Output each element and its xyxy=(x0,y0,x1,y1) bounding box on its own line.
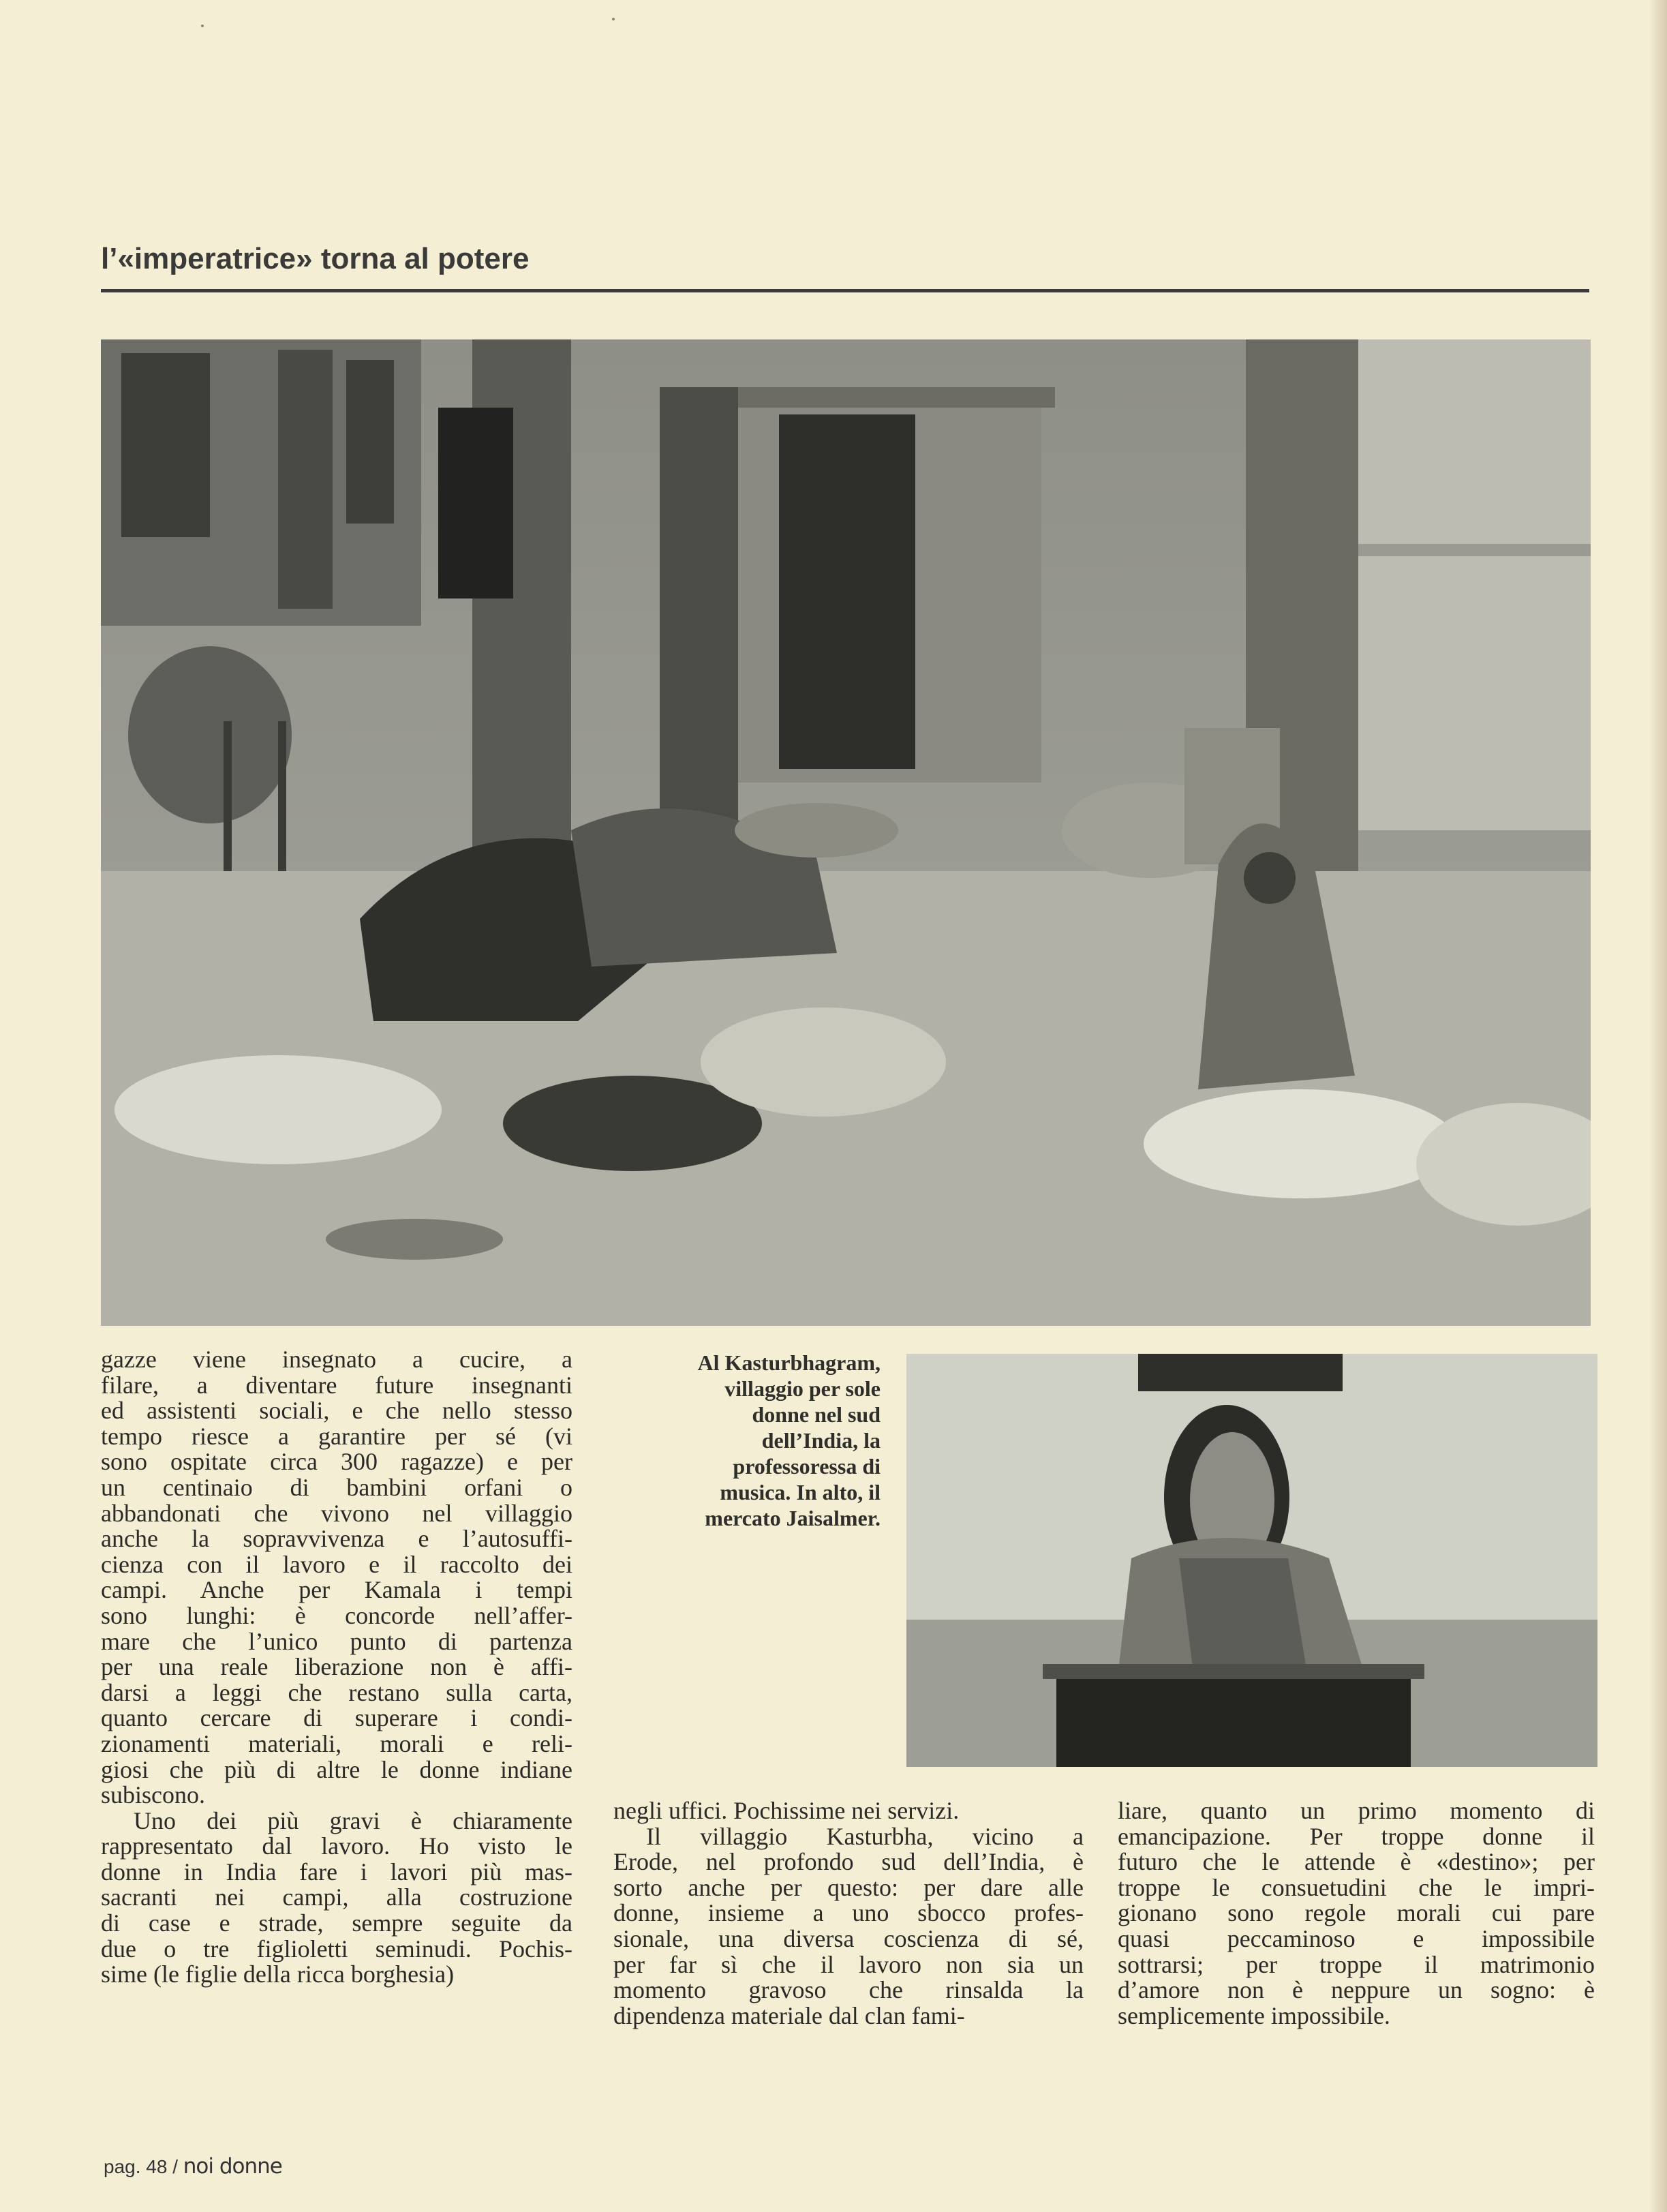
text-line: momento gravoso che rinsalda la xyxy=(613,1976,1084,2004)
scan-speck xyxy=(201,25,204,27)
text-line: abbandonati che vivono nel villaggio xyxy=(101,1499,572,1527)
text-line: zionamenti materiali, morali e reli- xyxy=(101,1729,572,1757)
market-photo-illustration xyxy=(101,339,1591,1326)
caption-line: donne nel sud xyxy=(752,1402,881,1427)
text-line: dipendenza materiale dal clan fami- xyxy=(613,2001,965,2029)
text-line: tempo riesce a garantire per sé (vi xyxy=(101,1422,572,1450)
text-line: Erode, nel profondo sud dell’India, è xyxy=(613,1848,1084,1876)
caption-line: Al Kasturbhagram, xyxy=(697,1350,881,1375)
paragraph xyxy=(1118,1798,1595,2029)
text-line: Il villaggio Kasturbha, vicino a xyxy=(646,1822,1084,1850)
text-line: negli uffici. Pochissime nei servizi. xyxy=(613,1797,960,1824)
page-number: 48 xyxy=(146,2156,168,2177)
text-line: gionano sono regole morali cui pare xyxy=(1118,1899,1595,1927)
folio-separator: / xyxy=(172,2156,178,2177)
text-line: anche la sopravvivenza e l’autosuffi- xyxy=(101,1525,572,1553)
text-line: ed assistenti sociali, e che nello stesso xyxy=(101,1397,572,1425)
paragraph xyxy=(101,1808,572,1988)
text-line: donne in India fare i lavori più mas- xyxy=(101,1858,572,1885)
text-line: mare che l’unico punto di partenza xyxy=(101,1627,572,1655)
caption-line: mercato Jaisalmer. xyxy=(705,1506,881,1530)
text-line: due o tre figlioletti seminudi. Pochis- xyxy=(101,1935,572,1963)
text-line: sionale, una diversa coscienza di sé, xyxy=(613,1924,1084,1952)
market-photo xyxy=(101,339,1591,1326)
article-column-3 xyxy=(1118,1798,1595,2029)
text-line: gazze viene insegnato a cucire, a xyxy=(101,1346,572,1373)
text-line: sorto anche per questo: per dare alle xyxy=(613,1873,1084,1901)
text-line: sime (le figlie della ricca borghesia) xyxy=(101,1960,455,1988)
text-line: un centinaio di bambini orfani o xyxy=(101,1473,572,1501)
text-line: per far sì che il lavoro non sia un xyxy=(613,1950,1084,1978)
scan-speck xyxy=(612,18,615,20)
text-line: d’amore non è neppure un sogno: è xyxy=(1118,1976,1595,2004)
paragraph xyxy=(101,1347,572,1808)
text-line: per una reale liberazione non è affi- xyxy=(101,1653,572,1681)
text-line: donne, insieme a uno sbocco profes- xyxy=(613,1899,1084,1927)
caption-line: dell’India, la xyxy=(761,1428,881,1453)
article-column-1 xyxy=(101,1347,572,1988)
text-line: sottrarsi; per troppe il matrimonio xyxy=(1118,1950,1595,1978)
caption-line: musica. In alto, il xyxy=(720,1480,881,1504)
text-line: liare, quanto un primo momento di xyxy=(1118,1797,1595,1824)
text-line: quanto cercare di superare i condi- xyxy=(101,1704,572,1732)
text-line: troppe le consuetudini che le impri- xyxy=(1118,1873,1595,1901)
text-line: darsi a leggi che restano sulla carta, xyxy=(101,1678,572,1706)
page-label: pag. xyxy=(104,2156,141,2177)
text-line: Uno dei più gravi è chiaramente xyxy=(134,1806,572,1834)
teacher-photo-illustration xyxy=(906,1354,1597,1767)
text-line: sacranti nei campi, alla costruzione xyxy=(101,1883,572,1911)
text-line: sono lunghi: è concorde nell’affer- xyxy=(101,1601,572,1629)
magazine-name: noi donne xyxy=(183,2154,282,2179)
header-rule xyxy=(101,289,1589,292)
text-line: rappresentato dal lavoro. Ho visto le xyxy=(101,1832,572,1860)
text-line: di case e strade, sempre seguite da xyxy=(101,1909,572,1937)
text-line: subiscono. xyxy=(101,1781,205,1809)
text-line: sono ospitate circa 300 ragazze) e per xyxy=(101,1448,572,1476)
text-line: semplicemente impossibile. xyxy=(1118,2001,1390,2029)
text-line: filare, a diventare future insegnanti xyxy=(101,1371,572,1399)
photo-caption xyxy=(613,1350,881,1531)
caption-line: villaggio per sole xyxy=(724,1376,881,1401)
paragraph xyxy=(613,1824,1084,2029)
running-head: l’«imperatrice» torna al potere xyxy=(101,242,530,275)
article-column-2 xyxy=(613,1798,1084,2029)
text-line: futuro che le attende è «destino»; per xyxy=(1118,1848,1595,1876)
text-line: cienza con il lavoro e il raccolto dei xyxy=(101,1550,572,1578)
page-folio xyxy=(104,2154,282,2179)
text-line: emancipazione. Per troppe donne il xyxy=(1118,1822,1595,1850)
paragraph xyxy=(613,1798,1084,1824)
text-line: campi. Anche per Kamala i tempi xyxy=(101,1576,572,1604)
caption-line: professoressa di xyxy=(733,1454,881,1479)
teacher-photo xyxy=(906,1354,1597,1767)
text-line: giosi che più di altre le donne indiane xyxy=(101,1755,572,1783)
text-line: quasi peccaminoso e impossibile xyxy=(1118,1924,1595,1952)
